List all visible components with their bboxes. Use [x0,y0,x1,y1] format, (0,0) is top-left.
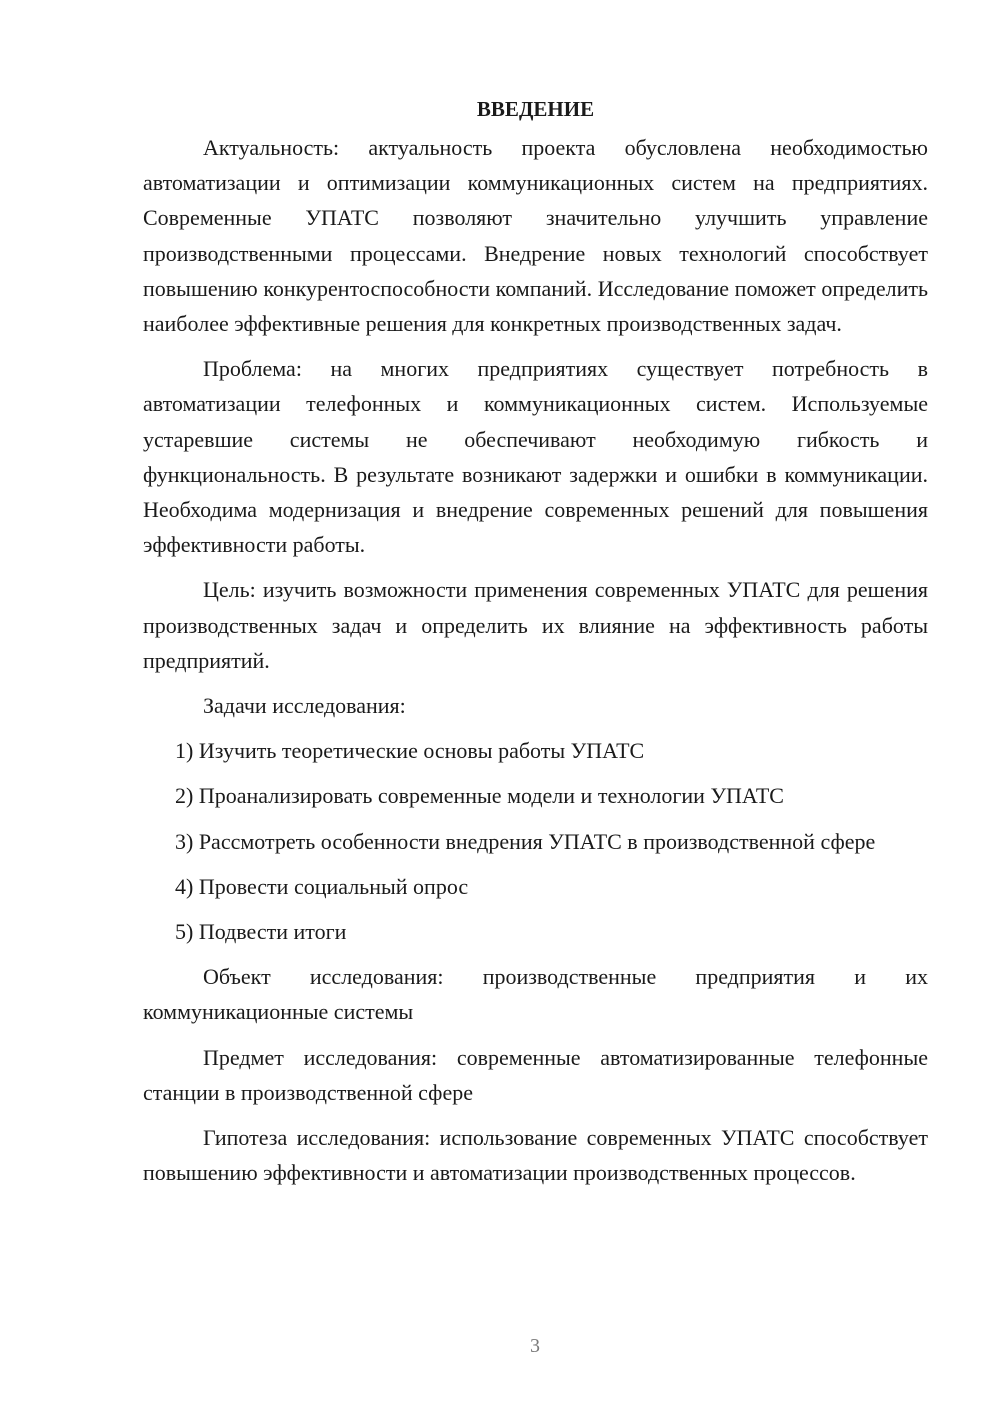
page-title: ВВЕДЕНИЕ [476,97,595,121]
hypothesis-paragraph: Гипотеза исследования: использование современных УПАТС способствует повышению эффективности и автоматизации производственных процессов. [143,1125,928,1186]
page-number: 3 [530,1335,540,1357]
task-item: 1) Изучить теоретические основы работы УПАТС [175,738,645,764]
task-item: 3) Рассмотреть особенности внедрения УПАТС в производственной сфере [175,828,876,854]
task-item: 5) Подвести итоги [175,919,347,945]
tasks-heading: Задачи исследования: [203,693,406,719]
subject-paragraph: Предмет исследования: современные автоматизированные телефонные станции в производственной сфере [143,1044,928,1105]
problem-paragraph: Проблема: на многих предприятиях существует потребность в автоматизации телефонных и коммуникационных систем. Используемые устаревшие системы не обеспечивают необходимую гибкость и функциональность. В результате возникают задержки и ошибки в коммуникации. Необходима модернизация и внедрение современных решений для повышения эффективности работы. [143,356,928,558]
object-paragraph: Объект исследования: производственные предприятия и их коммуникационные системы [143,964,928,1025]
task-item: 2) Проанализировать современные модели и технологии УПАТС [175,783,784,809]
page-content [143,92,928,1200]
task-item: 4) Провести социальный опрос [175,873,469,899]
goal-paragraph: Цель: изучить возможности применения современных УПАТС для решения производственных задач и определить их влияние на эффективность работы предприятий. [143,577,928,673]
relevance-paragraph: Актуальность: актуальность проекта обусловлена необходимостью автоматизации и оптимизации коммуникационных систем на предприятиях. Современные УПАТС позволяют значительно улучшить управление производственными процессами. Внедрение новых технологий способствует повышению конкурентоспособности компаний. Исследование поможет определить наиболее эффективные решения для конкретных производственных задач. [143,135,928,337]
